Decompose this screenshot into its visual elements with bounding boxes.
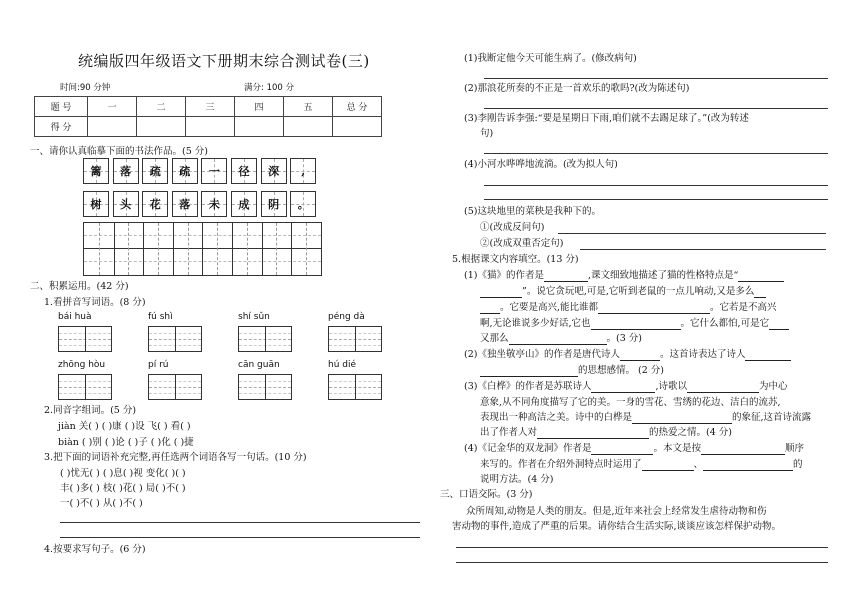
sentence-task-5a: ①(改成反问句) bbox=[480, 222, 545, 233]
fill-blank[interactable] bbox=[620, 350, 660, 361]
fill-text: ”。说它贪玩吧,可是,它听到老鼠的一点儿响动,又是多么 bbox=[522, 286, 755, 297]
q3-heading: 3.把下面的词语补充完整,再任选两个词语各写一句话。(10 分) bbox=[44, 452, 307, 463]
score-header-cell: 题 号 bbox=[35, 97, 88, 117]
fill-blank[interactable] bbox=[509, 334, 607, 345]
tianzige-answer-box[interactable] bbox=[148, 374, 202, 400]
grid-column-line bbox=[99, 223, 100, 275]
calligraphy-char: 树 bbox=[90, 198, 102, 211]
grid-column-line bbox=[306, 223, 307, 275]
fill-blank[interactable] bbox=[769, 319, 789, 330]
score-header-cell: 一 bbox=[88, 97, 137, 117]
section3-text-2: 害动物的事件,造成了严重的后果。请你结合生活实际,谈谈应该怎样保护动物。 bbox=[452, 521, 782, 532]
content-fill-4-line1 bbox=[464, 443, 804, 455]
grid-column-line bbox=[173, 223, 174, 275]
score-input-cell[interactable] bbox=[235, 117, 284, 137]
pinyin-label: shí sǔn bbox=[238, 312, 270, 322]
content-fill-3-line4 bbox=[480, 427, 732, 439]
fill-text: 。本文是按 bbox=[653, 443, 701, 454]
calligraphy-char: 阴 bbox=[268, 198, 280, 211]
exam-title: 统编版四年级语文下册期末综合测试卷(三) bbox=[78, 52, 370, 70]
content-fill-2-line2 bbox=[480, 365, 664, 377]
full-score-label: 满分: 100 分 bbox=[244, 83, 294, 93]
fill-blank[interactable] bbox=[703, 460, 793, 471]
time-label: 时间:90 分钟 bbox=[60, 83, 111, 93]
calligraphy-cell bbox=[231, 191, 257, 217]
fill-blank[interactable] bbox=[701, 444, 785, 455]
fill-text: 。这首诗表达了诗人 bbox=[659, 349, 746, 360]
section2-heading: 二、积累运用。(42 分) bbox=[30, 281, 129, 292]
calligraphy-cell bbox=[142, 191, 168, 217]
content-fill-3-line3 bbox=[480, 412, 811, 424]
fill-blank[interactable] bbox=[754, 287, 766, 298]
fill-blank[interactable] bbox=[642, 460, 694, 471]
q5-heading: 5.根据课文内容填空。(13 分) bbox=[452, 254, 579, 265]
answer-line[interactable] bbox=[484, 108, 828, 109]
grid-column-line bbox=[291, 223, 292, 275]
sentence-task-5: (5)这块地里的菜秧是我种下的。 bbox=[464, 206, 601, 217]
answer-line[interactable] bbox=[580, 249, 826, 250]
calligraphy-char: 径 bbox=[238, 165, 250, 178]
grid-column-line bbox=[232, 223, 233, 275]
fill-blank[interactable] bbox=[687, 382, 759, 393]
fill-blank[interactable] bbox=[480, 366, 578, 377]
grid-column-line bbox=[188, 223, 189, 275]
practice-grid[interactable] bbox=[83, 222, 322, 276]
calligraphy-char: 疏 bbox=[149, 165, 161, 178]
q2-line-2: biàn ( )别 ( )论 ( )子 ( )化 ( )捷 bbox=[58, 437, 194, 448]
sentence-task-3: (3)李刚告诉李强:“要是星期日下雨,咱们就不去踢足球了。”(改为转述 bbox=[464, 113, 749, 124]
calligraphy-cell bbox=[83, 191, 109, 217]
score-input-cell[interactable] bbox=[137, 117, 186, 137]
section3-heading: 三、口语交际。(3 分) bbox=[440, 489, 533, 500]
q3-line-1: ( )忧无( ) ( )息( )视 变化( )( ) bbox=[60, 468, 186, 479]
calligraphy-char: 落 bbox=[179, 198, 191, 211]
fill-blank[interactable] bbox=[480, 287, 522, 298]
fill-text: 。它要是高兴,能比谁都 bbox=[500, 302, 599, 313]
tianzige-answer-box[interactable] bbox=[238, 374, 292, 400]
grid-column-line bbox=[247, 223, 248, 275]
pinyin-label: pí rú bbox=[148, 360, 169, 370]
sentence-task-5b: ②(改成双重否定句) bbox=[480, 238, 564, 249]
fill-blank[interactable] bbox=[480, 303, 500, 314]
q2-heading: 2.同音字组词。(5 分) bbox=[44, 405, 137, 416]
score-input-cell[interactable] bbox=[88, 117, 137, 137]
sentence-task-2: (2)那浪花所奏的不正是一首欢乐的歌吗?(改为陈述句) bbox=[464, 83, 690, 94]
pinyin-label: fú shì bbox=[148, 312, 173, 322]
grid-column-line bbox=[262, 223, 263, 275]
grid-column-line bbox=[217, 223, 218, 275]
answer-line[interactable] bbox=[484, 153, 828, 154]
left-column bbox=[30, 0, 430, 608]
fill-text: (4)《记金华的双龙洞》作者是 bbox=[464, 443, 592, 454]
fill-text: 。它什么都怕,可是它 bbox=[680, 318, 770, 329]
content-fill-1-line2 bbox=[480, 286, 766, 298]
score-table-score-row bbox=[35, 117, 382, 137]
fill-blank[interactable] bbox=[738, 271, 784, 282]
answer-line[interactable] bbox=[484, 199, 828, 200]
fill-text: (2)《独坐敬亭山》的作者是唐代诗人 bbox=[464, 349, 620, 360]
content-fill-1-line3 bbox=[480, 302, 777, 314]
fill-text: 的热爱之情。(4 分) bbox=[649, 427, 732, 438]
score-table bbox=[34, 96, 382, 137]
calligraphy-cell bbox=[83, 158, 109, 184]
fill-text: 的 bbox=[793, 459, 803, 470]
calligraphy-char: 一 bbox=[208, 165, 220, 178]
section1-heading: 一、请你认真临摹下面的书法作品。(5 分) bbox=[30, 146, 208, 157]
calligraphy-char: 落 bbox=[120, 165, 132, 178]
fill-text: (1)《猫》的作者是 bbox=[464, 270, 544, 281]
grid-column-line bbox=[158, 223, 159, 275]
fill-blank[interactable] bbox=[591, 319, 681, 330]
calligraphy-char: 成 bbox=[238, 198, 250, 211]
content-fill-3-line2: 意象,从不同角度描写了它的美。一身的雪花、雪绣的花边、洁白的流苏, bbox=[480, 397, 781, 408]
q1-heading: 1.看拼音写词语。(8 分) bbox=[44, 297, 146, 308]
grid-column-line bbox=[202, 223, 203, 275]
section3-text-1: 众所周知,动物是人类的朋友。但是,近年来社会上经常发生虐待动物和伤 bbox=[466, 506, 767, 517]
score-header-cell: 总 分 bbox=[333, 97, 382, 117]
score-row-label: 得 分 bbox=[35, 117, 88, 137]
score-header-cell: 三 bbox=[186, 97, 235, 117]
fill-text: (3)《白桦》的作者是苏联诗人 bbox=[464, 381, 592, 392]
answer-line[interactable] bbox=[484, 78, 828, 79]
fill-text: 来写的。作者在介绍外洞特点时运用了 bbox=[480, 459, 642, 470]
tianzige-answer-box[interactable] bbox=[328, 374, 382, 400]
q2-line-1: jiàn 关( ) ( )康 ( )设 飞( ) 看( ) bbox=[58, 421, 191, 432]
score-header-cell: 五 bbox=[284, 97, 333, 117]
tianzige-answer-box[interactable] bbox=[58, 326, 112, 352]
pinyin-label: zhōng hòu bbox=[58, 360, 106, 370]
fill-text: 表现出一种高洁之美。诗中的白桦是 bbox=[480, 412, 633, 423]
fill-blank[interactable] bbox=[591, 382, 655, 393]
fill-text: 出了作者人对 bbox=[480, 427, 538, 438]
score-table-header-row bbox=[35, 97, 382, 117]
q3-line-2: 丰( )多( ) 枝( )花( ) 局( )不( ) bbox=[60, 483, 186, 494]
q4-heading: 4.按要求写句子。(6 分) bbox=[44, 544, 146, 555]
answer-line[interactable] bbox=[456, 562, 828, 563]
calligraphy-char: , bbox=[301, 165, 306, 178]
score-input-cell[interactable] bbox=[284, 117, 333, 137]
fill-text: 啊,无论谁说多少好话,它也 bbox=[480, 318, 591, 329]
score-header-cell: 二 bbox=[137, 97, 186, 117]
tianzige-answer-box[interactable] bbox=[58, 374, 112, 400]
content-fill-3-line1 bbox=[464, 381, 788, 393]
answer-line[interactable] bbox=[456, 547, 828, 548]
answer-line[interactable] bbox=[60, 537, 420, 538]
q3-line-3: 一( )不( ) 从( )不( ) bbox=[60, 498, 143, 509]
fill-blank[interactable] bbox=[598, 303, 710, 314]
fill-text: 。(3 分) bbox=[606, 333, 642, 344]
content-fill-2-line1 bbox=[464, 349, 791, 361]
calligraphy-cell bbox=[261, 158, 287, 184]
pinyin-label: bái huà bbox=[58, 312, 92, 322]
pinyin-label: cān guān bbox=[238, 360, 280, 370]
tianzige-answer-box[interactable] bbox=[148, 326, 202, 352]
sentence-task-1: (1)我断定他今天可能生病了。(修改病句) bbox=[464, 53, 637, 64]
pinyin-label: hú dié bbox=[328, 360, 357, 370]
calligraphy-char: 头 bbox=[120, 198, 132, 211]
grid-column-line bbox=[128, 223, 129, 275]
fill-text: 为中心 bbox=[759, 381, 788, 392]
grid-column-line bbox=[143, 223, 144, 275]
calligraphy-char: 花 bbox=[149, 198, 161, 211]
calligraphy-char: 深 bbox=[268, 165, 280, 178]
calligraphy-char: 未 bbox=[208, 198, 220, 211]
fill-blank[interactable] bbox=[591, 444, 653, 455]
fill-blank[interactable] bbox=[632, 413, 732, 424]
calligraphy-cell bbox=[290, 191, 316, 217]
fill-text: 又那么 bbox=[480, 333, 509, 344]
right-column bbox=[440, 0, 840, 608]
calligraphy-char: 篱 bbox=[90, 165, 102, 178]
fill-text: 的象征,这首诗流露 bbox=[732, 412, 812, 423]
calligraphy-char: 疏 bbox=[179, 165, 191, 178]
grid-column-line bbox=[114, 223, 115, 275]
content-fill-1-line1 bbox=[464, 270, 784, 282]
calligraphy-cell bbox=[261, 191, 287, 217]
calligraphy-cell bbox=[172, 191, 198, 217]
answer-line[interactable] bbox=[60, 522, 420, 523]
fill-blank[interactable] bbox=[745, 350, 791, 361]
answer-line[interactable] bbox=[558, 233, 826, 234]
tianzige-answer-box[interactable] bbox=[238, 326, 292, 352]
calligraphy-cell bbox=[231, 158, 257, 184]
calligraphy-cell bbox=[113, 191, 139, 217]
content-fill-1-line5 bbox=[480, 333, 642, 345]
tianzige-answer-box[interactable] bbox=[328, 326, 382, 352]
calligraphy-cell bbox=[113, 158, 139, 184]
fill-text: 。它若是不高兴 bbox=[710, 302, 777, 313]
score-input-cell[interactable] bbox=[333, 117, 382, 137]
content-fill-4-line3: 说明方法。(4 分) bbox=[480, 474, 554, 485]
calligraphy-cell bbox=[142, 158, 168, 184]
fill-blank[interactable] bbox=[544, 271, 588, 282]
content-fill-1-line4 bbox=[480, 318, 789, 330]
calligraphy-cell bbox=[172, 158, 198, 184]
calligraphy-cell bbox=[290, 158, 316, 184]
sentence-task-3-cont: 句) bbox=[480, 128, 494, 139]
fill-text: ,诗歌以 bbox=[655, 381, 687, 392]
grid-column-line bbox=[276, 223, 277, 275]
pinyin-label: péng dà bbox=[328, 312, 365, 322]
calligraphy-cell bbox=[201, 191, 227, 217]
score-header-cell: 四 bbox=[235, 97, 284, 117]
calligraphy-cell bbox=[201, 158, 227, 184]
sentence-task-4: (4)小河水哗哗地流淌。(改为拟人句) bbox=[464, 159, 618, 170]
fill-text: 顺序 bbox=[784, 443, 804, 454]
score-input-cell[interactable] bbox=[186, 117, 235, 137]
fill-text: 的思想感情。 (2 分) bbox=[578, 365, 664, 376]
fill-text: ,课文细致地描述了猫的性格特点是“ bbox=[587, 270, 739, 281]
fill-text: 、 bbox=[693, 459, 704, 470]
calligraphy-char: 。 bbox=[297, 198, 309, 211]
fill-blank[interactable] bbox=[537, 428, 649, 439]
content-fill-4-line2 bbox=[480, 459, 803, 471]
answer-line[interactable] bbox=[484, 185, 828, 186]
